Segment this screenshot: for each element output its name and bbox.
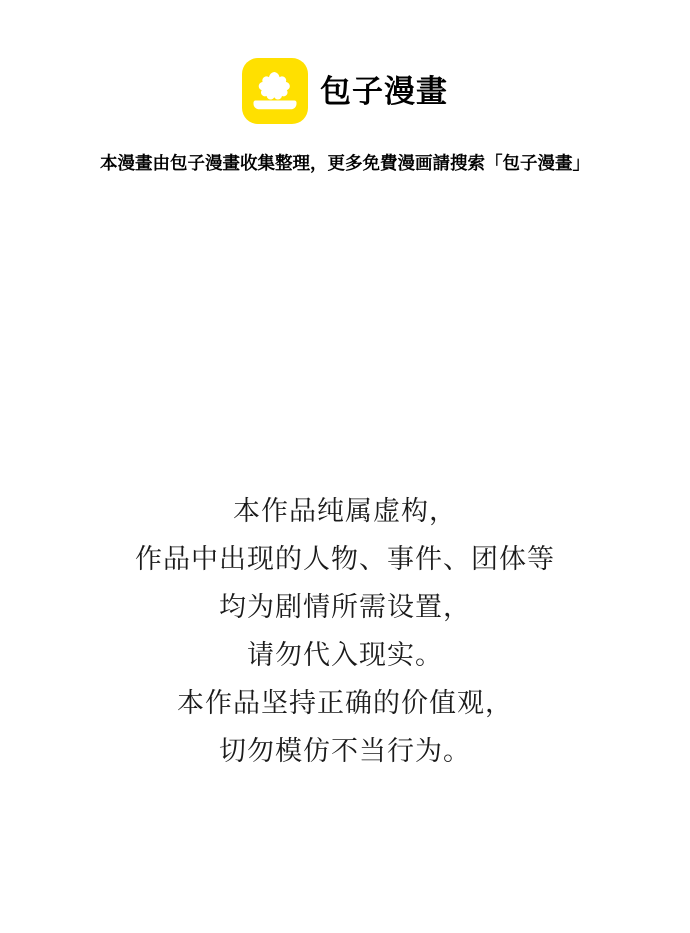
collection-notice: 本漫畫由包子漫畫收集整理，更多免費漫画請搜索「包子漫畫」 [100,153,590,173]
disclaimer-block [0,487,690,775]
brand-name: 包子漫畫 [320,73,448,109]
disclaimer-line: 均为剧情所需设置， [219,592,471,622]
disclaimer-line: 作品中出现的人物、事件、团体等 [135,544,555,574]
disclaimer-line: 请勿代入现实。 [247,640,443,670]
disclaimer-line: 切勿模仿不当行为。 [219,736,471,766]
steamed-bun-icon [242,58,308,124]
disclaimer-line: 本作品坚持正确的价值观， [177,688,513,718]
disclaimer-line: 本作品纯属虚构， [233,496,457,526]
brand-header [0,58,690,124]
